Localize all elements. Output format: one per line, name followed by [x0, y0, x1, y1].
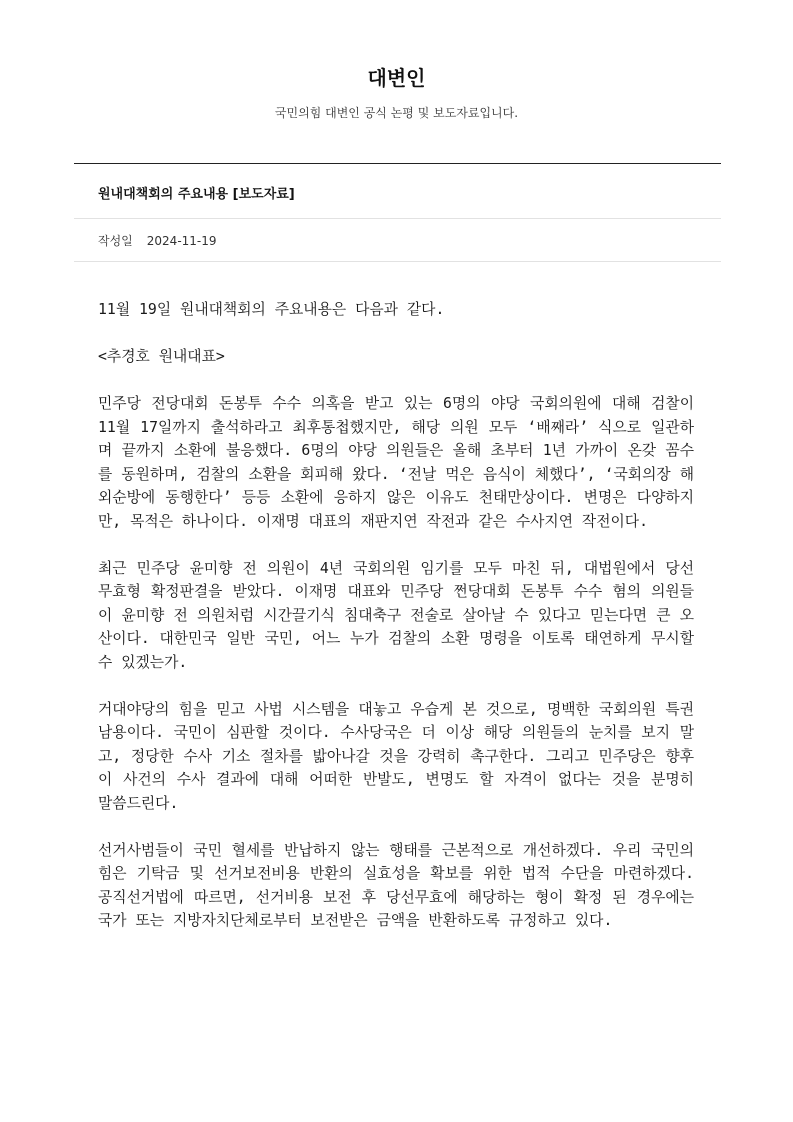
post-meta	[98, 232, 217, 249]
meta-divider	[74, 261, 721, 262]
paragraph: 민주당 전당대회 돈봉투 수수 의혹을 받고 있는 6명의 야당 국회의원에 대해 검찰이 11월 17일까지 출석하라고 최후통첩했지만, 해당 의원 모두 ‘배째라’ 식으로 일관하며 끝까지 소환에 불응했다. 6명의 야당 의원들은 올해 초부터 1년 가까이 온갖 꼼수를 동원하며, 검찰의 소환을 회피해 왔다. ‘전날 먹은 음식이 체했다’, ‘국회의장 해외순방에 동행한다’ 등등 소환에 응하지 않은 이유도 천태만상이다. 변명은 다양하지만, 목적은 하나이다. 이재명 대표의 재판지연 작전과 같은 수사지연 작전이다.	[98, 395, 694, 530]
post-title: 원내대책회의 주요내용 [보도자료]	[98, 187, 295, 202]
paragraph-intro: 11월 19일 원내대책회의 주요내용은 다음과 같다.	[98, 301, 445, 318]
title-divider	[74, 218, 721, 219]
post-date: 2024-11-19	[146, 234, 217, 248]
paragraph-speaker: <추경호 원내대표>	[98, 348, 225, 365]
paragraph: 거대야당의 힘을 믿고 사법 시스템을 대놓고 우습게 본 것으로, 명백한 국회의원 특권 남용이다. 국민이 심판할 것이다. 수사당국은 더 이상 해당 의원들의 눈치를 보지 말고, 정당한 수사 기소 절차를 밟아나갈 것을 강력히 촉구한다. 그리고 민주당은 향후 이 사건의 수사 결과에 대해 어떠한 반발도, 변명도 할 자격이 없다는 것을 분명히 말씀드린다.	[98, 700, 694, 812]
site-description: 국민의힘 대변인 공식 논평 및 보도자료입니다.	[274, 106, 519, 120]
paragraph: 최근 민주당 윤미향 전 의원이 4년 국회의원 임기를 모두 마친 뒤, 대법원에서 당선무효형 확정판결을 받았다. 이재명 대표와 민주당 쩐당대회 돈봉투 수수 혐의 의원들이 윤미향 전 의원처럼 시간끌기식 침대축구 전술로 살아날 수 있다고 믿는다면 큰 오산이다. 대한민국 일반 국민, 어느 누가 검찰의 소환 명령을 이토록 태연하게 무시할 수 있겠는가.	[98, 559, 694, 671]
site-title[interactable]: 대변인	[367, 66, 426, 90]
date-label: 작성일	[98, 234, 133, 248]
header-divider	[74, 163, 721, 164]
article-body	[98, 298, 694, 956]
paragraph: 선거사범들이 국민 혈세를 반납하지 않는 행태를 근본적으로 개선하겠다. 우리 국민의힘은 기탁금 및 선거보전비용 반환의 실효성을 확보를 위한 법적 수단을 마련하겠다. 공직선거법에 따르면, 선거비용 보전 후 당선무효에 해당하는 형이 확정 된 경우에는 국가 또는 지방자치단체로부터 보전받은 금액을 반환하도록 규정하고 있다.	[98, 841, 694, 929]
